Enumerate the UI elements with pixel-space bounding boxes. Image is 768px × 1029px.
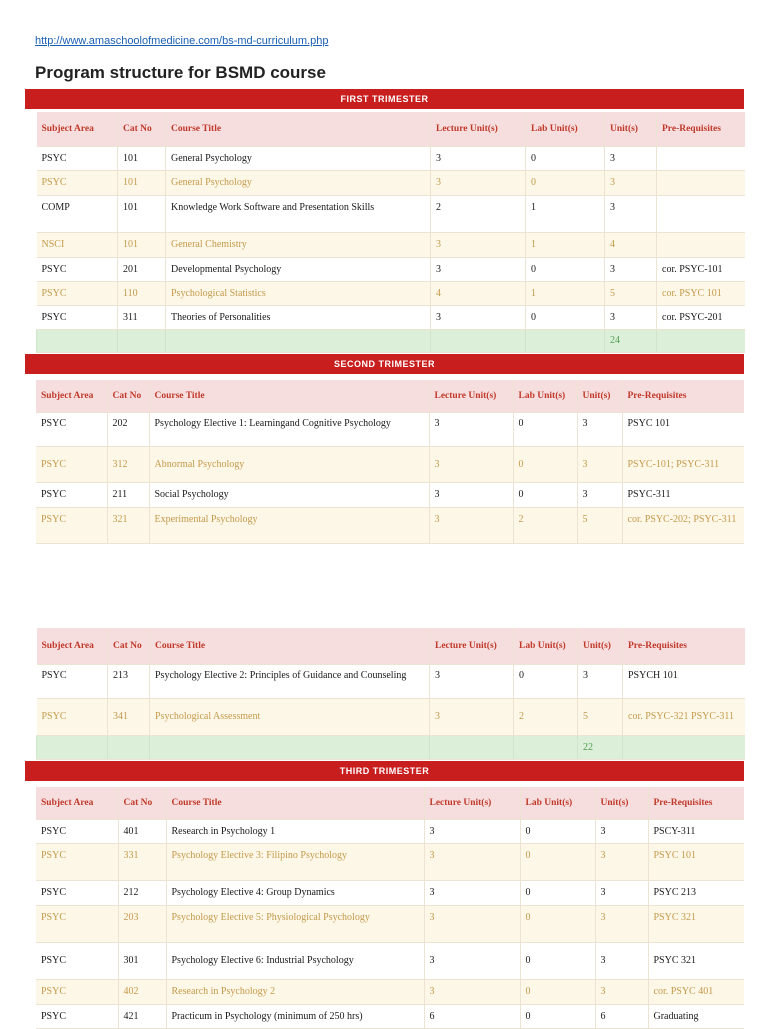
- cat-no-cell: 110: [118, 281, 166, 305]
- lab-units-cell: 0: [526, 146, 605, 170]
- prerequisites-cell: cor. PSYC 401: [648, 979, 744, 1004]
- table-row: [37, 305, 745, 329]
- lab-units-cell: 0: [513, 482, 577, 507]
- column-header: Lab Unit(s): [514, 628, 578, 664]
- cat-no-cell: 312: [107, 446, 149, 482]
- table-header-row: [36, 380, 744, 412]
- units-cell: 3: [577, 446, 622, 482]
- units-cell: 3: [595, 880, 648, 905]
- cat-no-cell: 212: [118, 880, 166, 905]
- cat-no-cell: 101: [118, 146, 166, 170]
- units-cell: 5: [577, 507, 622, 543]
- cat-no-cell: 202: [107, 412, 149, 446]
- column-header: Lecture Unit(s): [424, 787, 520, 819]
- subject-cell: PSYC: [36, 942, 118, 979]
- course-title-cell: General Psychology: [166, 170, 431, 195]
- lecture-units-cell: 3: [429, 482, 513, 507]
- column-header: Unit(s): [595, 787, 648, 819]
- course-title-cell: Abnormal Psychology: [149, 446, 429, 482]
- column-header: Subject Area: [37, 112, 118, 146]
- table-header-row: [36, 787, 744, 819]
- lab-units-cell: 1: [526, 195, 605, 232]
- prerequisites-cell: PSYC-101; PSYC-311: [622, 446, 744, 482]
- column-header: Cat No: [108, 628, 150, 664]
- lab-units-cell: 0: [526, 305, 605, 329]
- prerequisites-cell: [657, 146, 745, 170]
- lab-units-cell: 0: [520, 819, 595, 843]
- cat-no-cell: 321: [107, 507, 149, 543]
- cat-no-cell: 101: [118, 232, 166, 257]
- cat-no-cell: 101: [118, 195, 166, 232]
- lecture-units-cell: 3: [424, 819, 520, 843]
- column-header: Pre-Requisites: [657, 112, 745, 146]
- total-row: [37, 735, 745, 759]
- column-header: Lab Unit(s): [520, 787, 595, 819]
- column-header: Subject Area: [37, 628, 108, 664]
- table-row: [36, 979, 744, 1004]
- course-title-cell: Theories of Personalities: [166, 305, 431, 329]
- third-trimester-table: [36, 787, 744, 1029]
- subject-cell: COMP: [37, 195, 118, 232]
- units-cell: 3: [595, 979, 648, 1004]
- course-title-cell: Psychology Elective 1: Learningand Cognitive Psychology: [149, 412, 429, 446]
- first-trimester-banner: FIRST TRIMESTER: [25, 89, 744, 109]
- lecture-units-cell: 3: [430, 664, 514, 698]
- lecture-units-cell: 3: [431, 170, 526, 195]
- units-cell: 3: [595, 905, 648, 942]
- course-title-cell: Psychology Elective 6: Industrial Psychology: [166, 942, 424, 979]
- units-cell: 6: [595, 1004, 648, 1028]
- lecture-units-cell: 3: [431, 305, 526, 329]
- table-row: [37, 257, 745, 281]
- units-cell: 3: [605, 146, 657, 170]
- course-title-cell: Psychology Elective 2: Principles of Guidance and Counseling: [150, 664, 430, 698]
- subject-cell: PSYC: [36, 507, 107, 543]
- lab-units-cell: 0: [526, 257, 605, 281]
- table-row: [37, 146, 745, 170]
- units-cell: 5: [605, 281, 657, 305]
- lab-units-cell: 2: [514, 698, 578, 735]
- units-cell: 4: [605, 232, 657, 257]
- lecture-units-cell: 3: [424, 942, 520, 979]
- lecture-units-cell: 2: [431, 195, 526, 232]
- lab-units-cell: 0: [526, 170, 605, 195]
- column-header: Pre-Requisites: [622, 380, 744, 412]
- course-title-cell: Developmental Psychology: [166, 257, 431, 281]
- course-title-cell: Social Psychology: [149, 482, 429, 507]
- units-cell: 3: [578, 664, 623, 698]
- second-trimester-continued-table: [36, 628, 745, 760]
- subject-cell: NSCI: [37, 232, 118, 257]
- prerequisites-cell: [657, 232, 745, 257]
- course-title-cell: Psychological Statistics: [166, 281, 431, 305]
- prerequisites-cell: PSYC 101: [648, 843, 744, 880]
- prerequisites-cell: PSYCH 101: [623, 664, 745, 698]
- subject-cell: PSYC: [37, 170, 118, 195]
- course-title-cell: Psychology Elective 4: Group Dynamics: [166, 880, 424, 905]
- total-units-cell: 24: [605, 329, 657, 352]
- cat-no-cell: 311: [118, 305, 166, 329]
- lab-units-cell: 0: [513, 412, 577, 446]
- first-trimester-table: [36, 112, 745, 353]
- units-cell: 3: [595, 942, 648, 979]
- prerequisites-cell: PSYC 321: [648, 942, 744, 979]
- subject-cell: PSYC: [36, 843, 118, 880]
- column-header: Course Title: [166, 112, 431, 146]
- column-header: Unit(s): [605, 112, 657, 146]
- cat-no-cell: 301: [118, 942, 166, 979]
- course-title-cell: Psychological Assessment: [150, 698, 430, 735]
- prerequisites-cell: PSYC-311: [622, 482, 744, 507]
- table-header-row: [37, 628, 745, 664]
- cat-no-cell: 201: [118, 257, 166, 281]
- table-row: [36, 482, 744, 507]
- column-header: Cat No: [118, 787, 166, 819]
- table-row: [37, 170, 745, 195]
- column-header: Subject Area: [36, 787, 118, 819]
- prerequisites-cell: cor. PSYC 101: [657, 281, 745, 305]
- units-cell: 3: [577, 412, 622, 446]
- table-row: [37, 664, 745, 698]
- table-row: [36, 819, 744, 843]
- lab-units-cell: 2: [513, 507, 577, 543]
- course-title-cell: General Chemistry: [166, 232, 431, 257]
- lecture-units-cell: 3: [429, 446, 513, 482]
- subject-cell: PSYC: [37, 257, 118, 281]
- column-header: Unit(s): [578, 628, 623, 664]
- lecture-units-cell: 3: [431, 232, 526, 257]
- column-header: Unit(s): [577, 380, 622, 412]
- lecture-units-cell: 3: [424, 979, 520, 1004]
- subject-cell: PSYC: [37, 664, 108, 698]
- subject-cell: PSYC: [37, 146, 118, 170]
- lecture-units-cell: 3: [431, 146, 526, 170]
- cat-no-cell: 211: [107, 482, 149, 507]
- lecture-units-cell: 4: [431, 281, 526, 305]
- column-header: Course Title: [166, 787, 424, 819]
- table-row: [36, 507, 744, 543]
- lab-units-cell: 0: [514, 664, 578, 698]
- table-row: [36, 880, 744, 905]
- lab-units-cell: 0: [520, 905, 595, 942]
- subject-cell: PSYC: [37, 305, 118, 329]
- table-header-row: [37, 112, 745, 146]
- course-title-cell: Research in Psychology 1: [166, 819, 424, 843]
- lab-units-cell: 1: [526, 281, 605, 305]
- course-title-cell: Practicum in Psychology (minimum of 250 hrs): [166, 1004, 424, 1028]
- course-title-cell: Experimental Psychology: [149, 507, 429, 543]
- units-cell: 5: [578, 698, 623, 735]
- prerequisites-cell: cor. PSYC-321 PSYC-311: [623, 698, 745, 735]
- table-row: [36, 412, 744, 446]
- column-header: Course Title: [150, 628, 430, 664]
- lab-units-cell: 0: [520, 1004, 595, 1028]
- lecture-units-cell: 3: [429, 412, 513, 446]
- subject-cell: PSYC: [36, 482, 107, 507]
- lecture-units-cell: 3: [430, 698, 514, 735]
- units-cell: 3: [605, 305, 657, 329]
- table-row: [37, 232, 745, 257]
- table-row: [36, 1004, 744, 1028]
- units-cell: 3: [605, 170, 657, 195]
- subject-cell: PSYC: [36, 905, 118, 942]
- lab-units-cell: 0: [520, 843, 595, 880]
- course-title-cell: Psychology Elective 5: Physiological Psychology: [166, 905, 424, 942]
- column-header: Pre-Requisites: [623, 628, 745, 664]
- total-units-cell: 22: [578, 735, 623, 759]
- lecture-units-cell: 3: [424, 880, 520, 905]
- lecture-units-cell: 3: [429, 507, 513, 543]
- subject-cell: PSYC: [36, 446, 107, 482]
- course-title-cell: Knowledge Work Software and Presentation Skills: [166, 195, 431, 232]
- subject-cell: PSYC: [37, 698, 108, 735]
- table-row: [36, 905, 744, 942]
- prerequisites-cell: cor. PSYC-202; PSYC-311: [622, 507, 744, 543]
- column-header: Lecture Unit(s): [431, 112, 526, 146]
- prerequisites-cell: PSCY-311: [648, 819, 744, 843]
- units-cell: 3: [605, 257, 657, 281]
- units-cell: 3: [595, 819, 648, 843]
- lecture-units-cell: 3: [431, 257, 526, 281]
- table-row: [37, 195, 745, 232]
- units-cell: 3: [605, 195, 657, 232]
- second-trimester-table: [36, 380, 744, 544]
- column-header: Lecture Unit(s): [429, 380, 513, 412]
- column-header: Lab Unit(s): [513, 380, 577, 412]
- cat-no-cell: 341: [108, 698, 150, 735]
- lab-units-cell: 0: [520, 979, 595, 1004]
- units-cell: 3: [595, 843, 648, 880]
- total-row: [37, 329, 745, 352]
- subject-cell: PSYC: [36, 412, 107, 446]
- second-trimester-banner: SECOND TRIMESTER: [25, 354, 744, 374]
- subject-cell: PSYC: [36, 819, 118, 843]
- cat-no-cell: 402: [118, 979, 166, 1004]
- prerequisites-cell: [657, 170, 745, 195]
- cat-no-cell: 401: [118, 819, 166, 843]
- column-header: Lab Unit(s): [526, 112, 605, 146]
- lecture-units-cell: 6: [424, 1004, 520, 1028]
- prerequisites-cell: cor. PSYC-101: [657, 257, 745, 281]
- column-header: Cat No: [118, 112, 166, 146]
- table-row: [36, 446, 744, 482]
- course-title-cell: Research in Psychology 2: [166, 979, 424, 1004]
- cat-no-cell: 101: [118, 170, 166, 195]
- column-header: Lecture Unit(s): [430, 628, 514, 664]
- column-header: Pre-Requisites: [648, 787, 744, 819]
- cat-no-cell: 331: [118, 843, 166, 880]
- subject-cell: PSYC: [36, 1004, 118, 1028]
- subject-cell: PSYC: [37, 281, 118, 305]
- lab-units-cell: 0: [520, 942, 595, 979]
- prerequisites-cell: cor. PSYC-201: [657, 305, 745, 329]
- source-url-link[interactable]: http://www.amaschoolofmedicine.com/bs-md-curriculum.php: [35, 35, 329, 47]
- prerequisites-cell: PSYC 321: [648, 905, 744, 942]
- lab-units-cell: 1: [526, 232, 605, 257]
- table-row: [36, 843, 744, 880]
- cat-no-cell: 203: [118, 905, 166, 942]
- column-header: Cat No: [107, 380, 149, 412]
- page-title: Program structure for BSMD course: [35, 63, 326, 82]
- lab-units-cell: 0: [513, 446, 577, 482]
- course-title-cell: Psychology Elective 3: Filipino Psychology: [166, 843, 424, 880]
- third-trimester-banner: THIRD TRIMESTER: [25, 761, 744, 781]
- subject-cell: PSYC: [36, 880, 118, 905]
- table-row: [37, 281, 745, 305]
- cat-no-cell: 213: [108, 664, 150, 698]
- table-row: [37, 698, 745, 735]
- lecture-units-cell: 3: [424, 905, 520, 942]
- prerequisites-cell: [657, 195, 745, 232]
- course-title-cell: General Psychology: [166, 146, 431, 170]
- lecture-units-cell: 3: [424, 843, 520, 880]
- column-header: Subject Area: [36, 380, 107, 412]
- table-row: [36, 942, 744, 979]
- lab-units-cell: 0: [520, 880, 595, 905]
- prerequisites-cell: PSYC 101: [622, 412, 744, 446]
- units-cell: 3: [577, 482, 622, 507]
- prerequisites-cell: PSYC 213: [648, 880, 744, 905]
- cat-no-cell: 421: [118, 1004, 166, 1028]
- column-header: Course Title: [149, 380, 429, 412]
- prerequisites-cell: Graduating: [648, 1004, 744, 1028]
- subject-cell: PSYC: [36, 979, 118, 1004]
